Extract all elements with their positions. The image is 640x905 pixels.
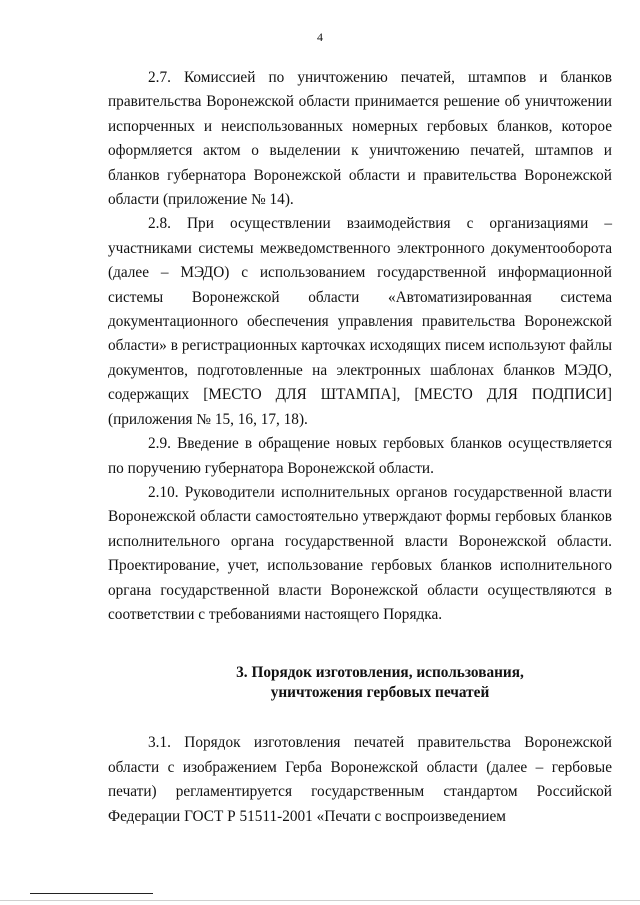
paragraph-3-1: 3.1. Порядок изготовления печатей правительства Воронежской области с изображением Герба Воронежской области (далее – гербовые печати) регламентируется государственным стандартом Российской Федерации ГОСТ Р 51511-2001 «Печати с воспроизведением (108, 734, 612, 825)
paragraph-2-8: 2.8. При осуществлении взаимодействия с организациями – участниками системы межведомственного электронного документооборота (далее – МЭДО) с использованием государственной информационной системы Воронежской области «Автоматизированная система документационного обеспечения управления правительства Воронежской области» в регистрационных карточках исходящих писем используют файлы документов, подготовленные на электронных шаблонах бланков МЭДО, содержащих [МЕСТО ДЛЯ ШТАМПА], [МЕСТО ДЛЯ ПОДПИСИ] (приложения № 15, 16, 17, 18). (108, 215, 612, 428)
paragraph-2-9: 2.9. Введение в обращение новых гербовых бланков осуществляется по поручению губернатора Воронежской области. (108, 435, 612, 477)
page-bottom-edge (0, 900, 640, 901)
paragraph-2-10: 2.10. Руководители исполнительных органов государственной власти Воронежской области самостоятельно утверждают формы гербовых бланков исполнительного органа государственной власти Воронежской области. Проектирование, учет, использование гербовых бланков исполнительного органа государственной власти Воронежской области осуществляются в соответствии с требованиями настоящего Порядка. (108, 483, 612, 623)
paragraph-2-7: 2.7. Комиссией по уничтожению печатей, штампов и бланков правительства Воронежской области принимается решение об уничтожении испорченных и неиспользованных номерных гербовых бланков, которое оформляется актом о выделении к уничтожению печатей, штампов и бланков губернатора Воронежской области и правительства Воронежской области (приложение № 14). (108, 69, 612, 209)
section-3-heading (108, 663, 612, 703)
footer-rule (30, 893, 153, 894)
document-body (108, 66, 612, 829)
section-3-heading-line1: 3. Порядок изготовления, использования, (236, 664, 524, 682)
page-number: 4 (317, 30, 323, 44)
section-3-heading-line2: уничтожения гербовых печатей (270, 684, 490, 702)
